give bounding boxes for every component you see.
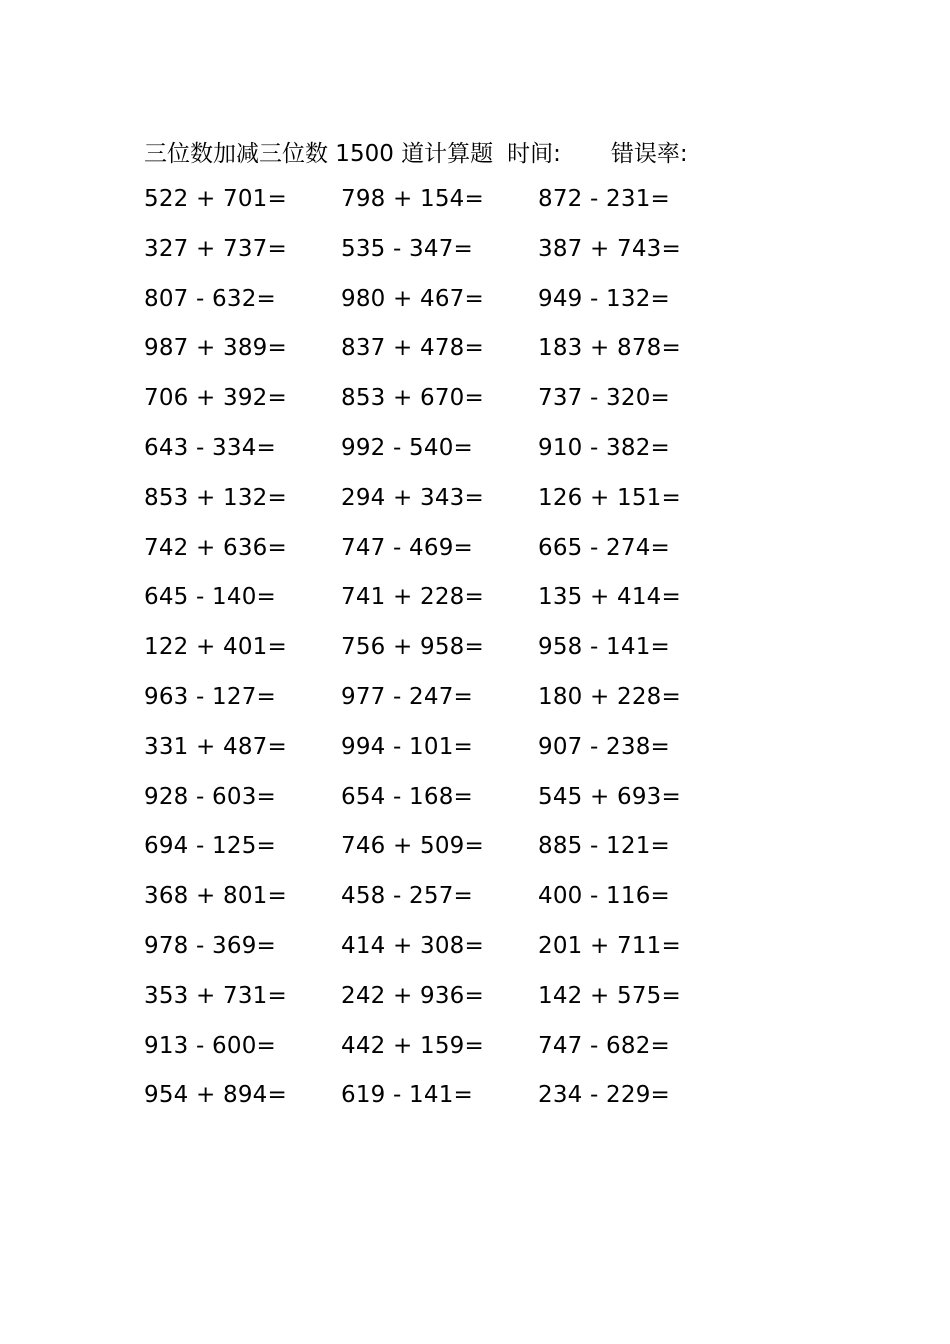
math-problem: 126 + 151= bbox=[538, 484, 681, 511]
math-problem: 654 - 168= bbox=[341, 783, 473, 810]
math-problem: 954 + 894= bbox=[144, 1082, 287, 1109]
math-problem: 180 + 228= bbox=[538, 683, 681, 710]
math-problem: 853 + 132= bbox=[144, 484, 287, 511]
math-problem: 885 - 121= bbox=[538, 833, 670, 860]
error-rate-label: 错误率: bbox=[610, 140, 688, 167]
math-problem: 963 - 127= bbox=[144, 683, 276, 710]
math-problem: 907 - 238= bbox=[538, 733, 670, 760]
math-problem: 737 - 320= bbox=[538, 385, 670, 412]
math-problem: 122 + 401= bbox=[144, 634, 287, 661]
math-problem: 756 + 958= bbox=[341, 634, 484, 661]
math-problem: 706 + 392= bbox=[144, 385, 287, 412]
math-problem: 987 + 389= bbox=[144, 335, 287, 362]
math-problem: 327 + 737= bbox=[144, 235, 287, 262]
math-problem: 694 - 125= bbox=[144, 833, 276, 860]
math-problem: 183 + 878= bbox=[538, 335, 681, 362]
math-problem: 913 - 600= bbox=[144, 1032, 276, 1059]
math-problem: 368 + 801= bbox=[144, 883, 287, 910]
math-problem: 977 - 247= bbox=[341, 683, 473, 710]
math-problem: 619 - 141= bbox=[341, 1082, 473, 1109]
math-problem: 142 + 575= bbox=[538, 982, 681, 1009]
math-problem: 807 - 632= bbox=[144, 285, 276, 312]
math-problem: 741 + 228= bbox=[341, 584, 484, 611]
math-problem: 545 + 693= bbox=[538, 783, 681, 810]
math-problem: 331 + 487= bbox=[144, 733, 287, 760]
math-problem: 643 - 334= bbox=[144, 434, 276, 461]
math-problem: 242 + 936= bbox=[341, 982, 484, 1009]
math-problem: 949 - 132= bbox=[538, 285, 670, 312]
math-problem: 442 + 159= bbox=[341, 1032, 484, 1059]
math-problem: 294 + 343= bbox=[341, 484, 484, 511]
math-problem: 135 + 414= bbox=[538, 584, 681, 611]
math-problem: 994 - 101= bbox=[341, 733, 473, 760]
problem-grid bbox=[144, 182, 764, 1128]
worksheet-header bbox=[144, 134, 688, 168]
math-problem: 837 + 478= bbox=[341, 335, 484, 362]
math-problem: 747 - 469= bbox=[341, 534, 473, 561]
math-problem: 872 - 231= bbox=[538, 186, 670, 212]
math-problem: 958 - 141= bbox=[538, 634, 670, 661]
math-problem: 522 + 701= bbox=[144, 186, 287, 212]
math-problem: 980 + 467= bbox=[341, 285, 484, 312]
math-problem: 928 - 603= bbox=[144, 783, 276, 810]
math-problem: 853 + 670= bbox=[341, 385, 484, 412]
math-problem: 353 + 731= bbox=[144, 982, 287, 1009]
math-problem: 535 - 347= bbox=[341, 235, 473, 262]
worksheet-title: 三位数加减三位数 1500 道计算题 bbox=[144, 140, 494, 167]
math-problem: 665 - 274= bbox=[538, 534, 670, 561]
math-problem: 746 + 509= bbox=[341, 833, 484, 860]
math-problem: 747 - 682= bbox=[538, 1032, 670, 1059]
math-problem: 742 + 636= bbox=[144, 534, 287, 561]
math-problem: 387 + 743= bbox=[538, 235, 681, 262]
math-problem: 458 - 257= bbox=[341, 883, 473, 910]
math-problem: 645 - 140= bbox=[144, 584, 276, 611]
math-problem: 414 + 308= bbox=[341, 932, 484, 959]
math-problem: 400 - 116= bbox=[538, 883, 670, 910]
math-problem: 992 - 540= bbox=[341, 434, 473, 461]
time-label: 时间: bbox=[507, 140, 561, 167]
math-problem: 978 - 369= bbox=[144, 932, 276, 959]
math-problem: 798 + 154= bbox=[341, 186, 484, 212]
math-problem: 201 + 711= bbox=[538, 932, 681, 959]
math-problem: 234 - 229= bbox=[538, 1082, 670, 1109]
math-problem: 910 - 382= bbox=[538, 434, 670, 461]
